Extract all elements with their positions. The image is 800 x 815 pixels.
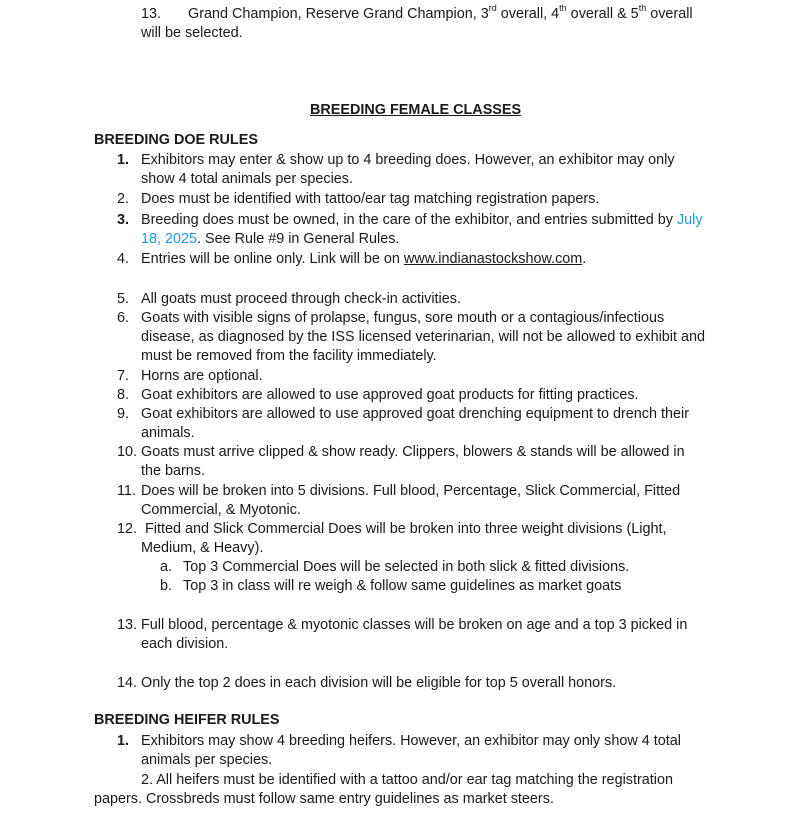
doe-item-number: 6. <box>117 310 130 326</box>
doe-item-line: Entries will be online only. Link will be on www.indianastockshow.com. <box>141 251 587 267</box>
doe-item-number: 8. <box>117 387 130 403</box>
doe-item-number: 11. <box>117 483 136 499</box>
deadline-date-link: 18, 2025 <box>141 231 198 247</box>
doe-item-line: Medium, & Heavy). <box>141 540 264 556</box>
heifer-item-line: 2. All heifers must be identified with a tattoo and/or ear tag matching the registration <box>141 772 673 788</box>
doe-item-line: animals. <box>141 425 195 441</box>
doe-item-number: 7. <box>117 368 130 384</box>
doe-item-line: Does will be broken into 5 divisions. Full blood, Percentage, Slick Commercial, Fitted <box>141 483 681 499</box>
doe-item-line: Full blood, percentage & myotonic classes will be broken on age and a top 3 picked in <box>141 617 688 633</box>
doe-subitem-line: Top 3 Commercial Does will be selected in both slick & fitted divisions. <box>183 559 630 575</box>
doe-item-line: Goats must arrive clipped & show ready. Clippers, blowers & stands will be allowed in <box>141 444 685 460</box>
doe-item-number: 12. <box>117 521 138 537</box>
doe-subitem-line: Top 3 in class will re weigh & follow same guidelines as market goats <box>183 578 622 594</box>
doe-item-line: Goats with visible signs of prolapse, fungus, sore mouth or a contagious/infectious <box>141 310 665 326</box>
heifer-item-line: animals per species. <box>141 752 273 768</box>
doe-item-line: Goat exhibitors are allowed to use approved goat products for fitting practices. <box>141 387 639 403</box>
doe-item-line: Does must be identified with tattoo/ear tag matching registration papers. <box>141 191 600 207</box>
website-link[interactable]: www.indianastockshow.com <box>403 251 583 267</box>
doe-item-number: 9. <box>117 406 130 422</box>
doe-item-line: Horns are optional. <box>141 368 263 384</box>
doe-item-number: 14. <box>117 675 138 691</box>
doe-item-line: Exhibitors may enter & show up to 4 breeding does. However, an exhibitor may only <box>141 152 675 168</box>
doe-item-number: 5. <box>117 291 130 307</box>
doe-item-line: Fitted and Slick Commercial Does will be broken into three weight divisions (Light, <box>141 521 667 537</box>
heifer-item-line: papers. Crossbreds must follow same entry guidelines as market steers. <box>94 791 554 807</box>
doe-item-line: All goats must proceed through check-in activities. <box>141 291 461 307</box>
section-title: BREEDING FEMALE CLASSES <box>310 102 522 118</box>
doe-item-line: must be removed from the facility immediately. <box>141 348 437 364</box>
doe-item-line: Only the top 2 does in each division will be eligible for top 5 overall honors. <box>141 675 617 691</box>
heifer-rules-heading: BREEDING HEIFER RULES <box>94 712 280 728</box>
doe-item-line: Goat exhibitors are allowed to use approved goat drenching equipment to drench their <box>141 406 689 422</box>
doe-item-line: each division. <box>141 636 229 652</box>
doe-item-number: 13. <box>117 617 138 633</box>
intro-item-number: 13. <box>141 6 162 22</box>
doe-item-line: Breeding does must be owned, in the care of the exhibitor, and entries submitted by July <box>141 212 703 228</box>
intro-item-line: will be selected. <box>141 25 243 41</box>
doe-item-number: 4. <box>117 251 130 267</box>
doe-item-line: the barns. <box>141 463 205 479</box>
doe-subitem-letter: a. <box>160 559 173 575</box>
doe-subitem-letter: b. <box>160 578 173 594</box>
doe-item-number: 1. <box>117 152 130 168</box>
doe-item-line: disease, as diagnosed by the ISS licensed veterinarian, will not be allowed to exhibit and <box>141 329 705 345</box>
heifer-item-line: Exhibitors may show 4 breeding heifers. However, an exhibitor may only show 4 total <box>141 733 681 749</box>
doe-item-line: show 4 total animals per species. <box>141 171 353 187</box>
doe-item-number: 2. <box>117 191 130 207</box>
doe-item-number: 3. <box>117 212 130 228</box>
heifer-item-number: 1. <box>117 733 130 749</box>
doe-item-number: 10. <box>117 444 138 460</box>
deadline-date-link: July <box>676 212 703 228</box>
doe-item-line: 18, 2025. See Rule #9 in General Rules. <box>141 231 400 247</box>
doe-item-line: Commercial, & Myotonic. <box>141 502 301 518</box>
doe-rules-heading: BREEDING DOE RULES <box>94 132 258 148</box>
intro-item-line: Grand Champion, Reserve Grand Champion, 3rd overall, 4th overall & 5th overall <box>188 3 693 22</box>
